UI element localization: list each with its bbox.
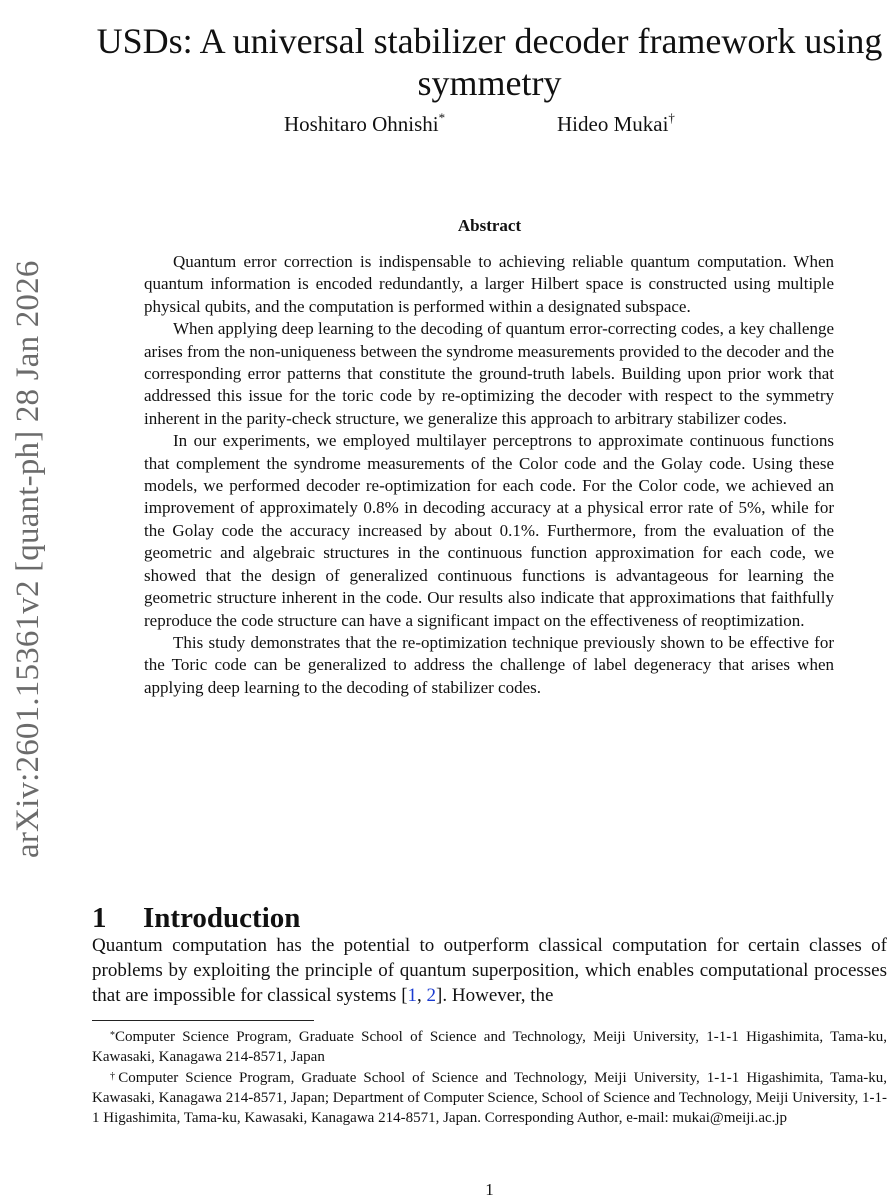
author-1	[284, 112, 445, 137]
intro-text-after-cite: ]. However, the	[436, 985, 554, 1006]
footnote-2-text: Computer Science Program, Graduate School of Science and Technology, Meiji University, 1-1-1 Higashimita, Tama-ku, Kawasaki, Kanagawa 214-8571, Japan; Department of Computer Science, School of Science and Technology, Meiji University, 1-1-1 Higashimita, Tama-ku, Kawasaki, Kanagawa 214-8571, Japan. Corresponding Author, e-mail: mukai@meiji.ac.jp	[92, 1069, 887, 1127]
abstract-paragraph-4: This study demonstrates that the re-optimization technique previously shown to be effective for the Toric code can be generalized to address the challenge of label degeneracy that arises when applying deep learning to the decoding of stabilizer codes.	[144, 632, 834, 697]
introduction-body	[92, 933, 887, 1008]
page-number: 1	[485, 1180, 494, 1199]
paper-title-line-2: symmetry	[417, 63, 562, 104]
abstract-paragraph-1: Quantum error correction is indispensable to achieving reliable quantum computation. When quantum information is encoded redundantly, a larger Hilbert space is constructed using multiple physical qubits, and the computation is performed within a designated subspace.	[144, 252, 834, 316]
abstract-heading: Abstract	[457, 216, 522, 235]
abstract-paragraph-3: In our experiments, we employed multilayer perceptrons to approximate continuous functions that complement the syndrome measurements of the Color code and the Golay code. Using these models, we performed decoder re-optimization for each code. For the Color code, we achieved an improvement of approximately 0.8% in decoding accuracy at a physical error rate of 5%, while for the Golay code the accuracy increased by about 0.1%. Furthermore, from the evaluation of the geometric and algebraic structures in the continuous function approximation for each code, we showed that the design of generalized continuous functions is advantageous for learning the geometric structure inherent in the code. Our results also indicate that approximations that faithfully reproduce the code structure can have a significant impact on the effectiveness of reoptimization.	[144, 431, 834, 630]
citation-link-1[interactable]: 1	[407, 985, 418, 1006]
footnotes	[92, 1027, 887, 1128]
footnote-1-mark: *	[110, 1030, 115, 1041]
abstract-paragraph-2: When applying deep learning to the decoding of quantum error-correcting codes, a key challenge arises from the non-uniqueness between the syndrome measurements provided to the decoder and the corresponding error patterns that constitute the ground-truth labels. Building upon prior work that addressed this issue for the toric code by re-optimizing the decoder with respect to the symmetry inherent in the parity-check structure, we generalize this approach to arbitrary stabilizer codes.	[144, 319, 834, 428]
citation-link-2[interactable]: 2	[426, 985, 437, 1006]
author-2-name: Hideo Mukai	[557, 112, 669, 136]
author-2	[557, 112, 675, 137]
section-title: Introduction	[143, 902, 301, 935]
author-1-name: Hoshitaro Ohnishi	[284, 112, 439, 136]
section-number: 1	[92, 902, 107, 935]
abstract-body	[144, 251, 834, 699]
footnote-divider	[92, 1020, 314, 1021]
citation-separator: ,	[417, 985, 427, 1006]
intro-text-before-cite: Quantum computation has the potential to outperform classical computation for certain classes of problems by exploiting the principle of quantum superposition, which enables computational processes that are impossible for classical systems [	[92, 935, 887, 1006]
author-list	[92, 112, 887, 142]
footnote-2	[92, 1068, 887, 1129]
footnote-1-text: Computer Science Program, Graduate School of Science and Technology, Meiji University, 1-1-1 Higashimita, Tama-ku, Kawasaki, Kanagawa 214-8571, Japan	[92, 1029, 887, 1066]
arxiv-identifier-stamp: arXiv:2601.15361v2 [quant-ph] 28 Jan 2026	[10, 260, 46, 858]
footnote-2-mark: †	[110, 1070, 119, 1082]
footnote-1	[92, 1027, 887, 1068]
introduction-paragraph	[92, 933, 887, 1008]
author-1-footnote-mark[interactable]: *	[438, 110, 446, 125]
author-2-footnote-mark[interactable]: †	[668, 110, 675, 125]
paper-title-line-1: USDs: A universal stabilizer decoder framework using	[96, 21, 883, 62]
section-heading-introduction	[92, 902, 300, 935]
